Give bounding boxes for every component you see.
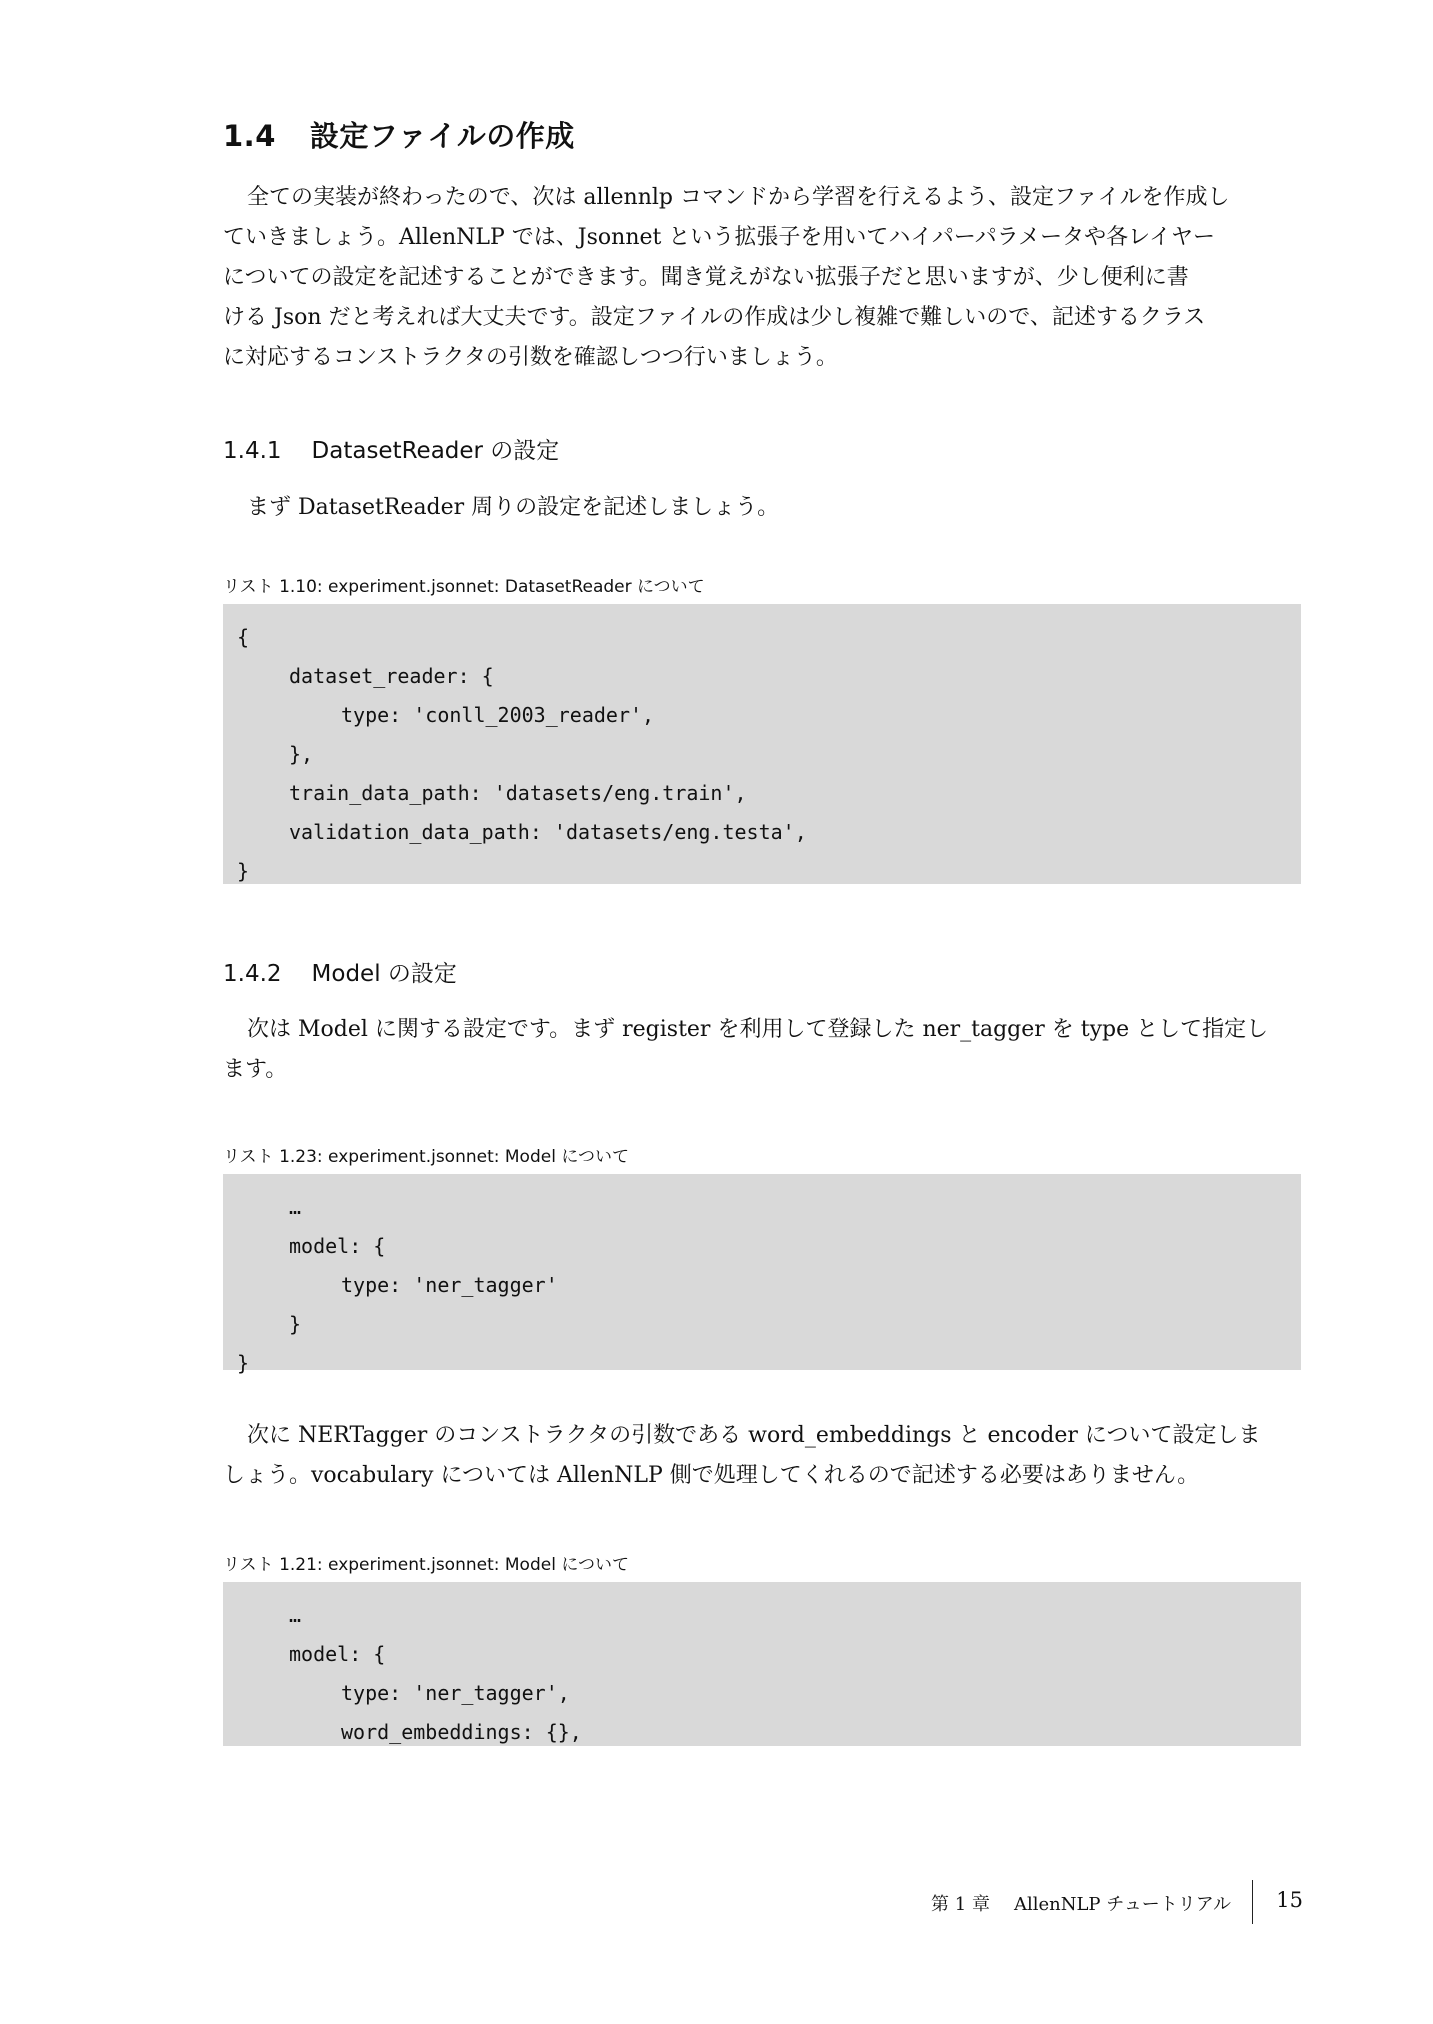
section-heading	[223, 114, 575, 155]
code-line: }	[237, 859, 250, 883]
paragraph-line: しょう。vocabulary については AllenNLP 側で処理してくれるので記述する必要はありません。	[223, 1463, 1200, 1488]
section-title: 設定ファイルの作成	[309, 119, 575, 153]
code-line: dataset_reader: {	[289, 664, 494, 688]
subsection-number: 1.4.1	[223, 438, 282, 464]
subsection-title: DatasetReader の設定	[311, 438, 560, 464]
code-listing	[223, 1582, 1301, 1746]
code-line: model: {	[289, 1234, 386, 1258]
paragraph-text: まず DatasetReader 周りの設定を記述しましょう。	[247, 495, 780, 520]
intro-line: ける Json だと考えれば大丈夫です。設定ファイルの作成は少し複雑で難しいので、記述するクラス	[223, 305, 1206, 330]
page-number: 15	[1276, 1888, 1303, 1912]
footer-divider	[1252, 1880, 1253, 1924]
code-listing	[223, 604, 1301, 884]
code-line: train_data_path: 'datasets/eng.train',	[289, 781, 747, 805]
subsection-heading	[223, 432, 559, 465]
code-line: type: 'ner_tagger',	[341, 1681, 570, 1705]
intro-line: に対応するコンストラクタの引数を確認しつつ行いましょう。	[223, 345, 838, 370]
running-footer	[931, 1890, 1231, 1916]
code-line: {	[237, 625, 250, 649]
code-line: …	[289, 1195, 302, 1219]
intro-line: についての設定を記述することができます。聞き覚えがない拡張子だと思いますが、少し便利に書	[223, 265, 1189, 290]
listing-caption: リスト 1.23: experiment.jsonnet: Model について	[223, 1147, 629, 1167]
body-paragraph	[223, 488, 1303, 528]
paragraph-line: 次は Model に関する設定です。まず register を利用して登録した ner_tagger を type として指定し	[247, 1017, 1269, 1042]
body-paragraph	[223, 1010, 1303, 1090]
code-line: }	[289, 1312, 302, 1336]
code-line: word_embeddings: {},	[341, 1720, 582, 1744]
chapter-number: 第 1 章	[931, 1894, 990, 1915]
listing-caption: リスト 1.21: experiment.jsonnet: Model について	[223, 1555, 629, 1575]
code-line: },	[289, 742, 314, 766]
paragraph-line: 次に NERTagger のコンストラクタの引数である word_embeddings と encoder について設定しま	[247, 1423, 1261, 1448]
code-line: model: {	[289, 1642, 386, 1666]
intro-line: 全ての実装が終わったので、次は allennlp コマンドから学習を行えるよう、設定ファイルを作成し	[247, 185, 1230, 210]
subsection-number: 1.4.2	[223, 961, 282, 987]
page-footer	[920, 1880, 1303, 1924]
section-number: 1.4	[223, 119, 276, 153]
intro-paragraph	[223, 178, 1303, 378]
listing-caption: リスト 1.10: experiment.jsonnet: DatasetReader について	[223, 577, 705, 597]
code-line: validation_data_path: 'datasets/eng.testa',	[289, 820, 807, 844]
subsection-title: Model の設定	[311, 961, 457, 987]
subsection-heading	[223, 955, 457, 988]
code-line: type: 'ner_tagger'	[341, 1273, 558, 1297]
intro-line: ていきましょう。AllenNLP では、Jsonnet という拡張子を用いてハイパーパラメータや各レイヤー	[223, 225, 1216, 250]
code-listing	[223, 1174, 1301, 1375]
body-paragraph	[223, 1416, 1303, 1496]
paragraph-line: ます。	[223, 1057, 288, 1082]
code-line: }	[237, 1351, 250, 1375]
code-line: type: 'conll_2003_reader',	[341, 703, 655, 727]
code-line: …	[289, 1603, 302, 1627]
chapter-title: AllenNLP チュートリアル	[1013, 1894, 1231, 1915]
